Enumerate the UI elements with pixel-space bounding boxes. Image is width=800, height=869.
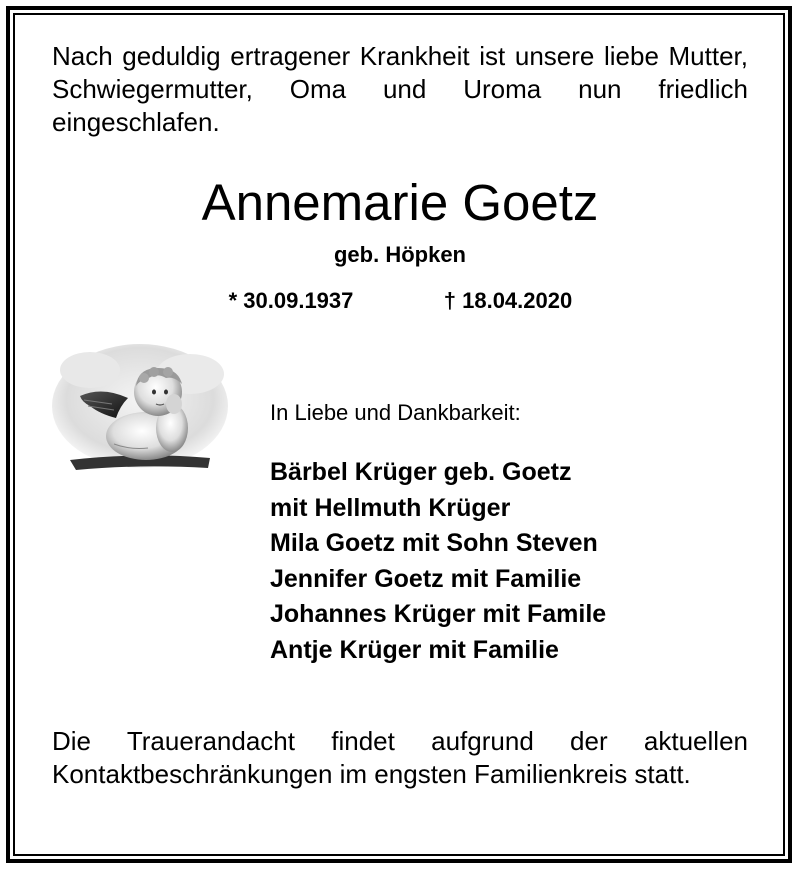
mourner-name: Mila Goetz mit Sohn Steven [270,529,598,557]
birth-date: * 30.09.1937 [228,288,354,313]
funeral-notice: Die Trauerandacht findet aufgrund der aktuellen Kontaktbeschränkungen im engsten Familienkreis statt. [52,726,748,789]
cherub-angel-icon [50,340,230,478]
mourner-name: Antje Krüger mit Familie [270,635,559,664]
mourner-name: Johannes Krüger mit Famile [270,600,607,628]
intro-text: Nach geduldig ertragener Krankheit ist unsere liebe Mutter, Schwiegermutter, Oma und Uroma nun friedlich eingeschlafen. [52,41,748,137]
mourners-list [270,455,606,668]
mourner-name: Bärbel Krüger geb. Goetz [270,458,572,486]
death-date: † 18.04.2020 [443,288,573,313]
mourner-name: mit Hellmuth Krüger [270,493,511,522]
dedication-text: In Liebe und Dankbarkeit: [270,400,521,425]
maiden-name: geb. Höpken [333,242,466,267]
mourner-name: Jennifer Goetz mit Familie [270,564,582,593]
deceased-name: Annemarie Goetz [201,174,599,231]
